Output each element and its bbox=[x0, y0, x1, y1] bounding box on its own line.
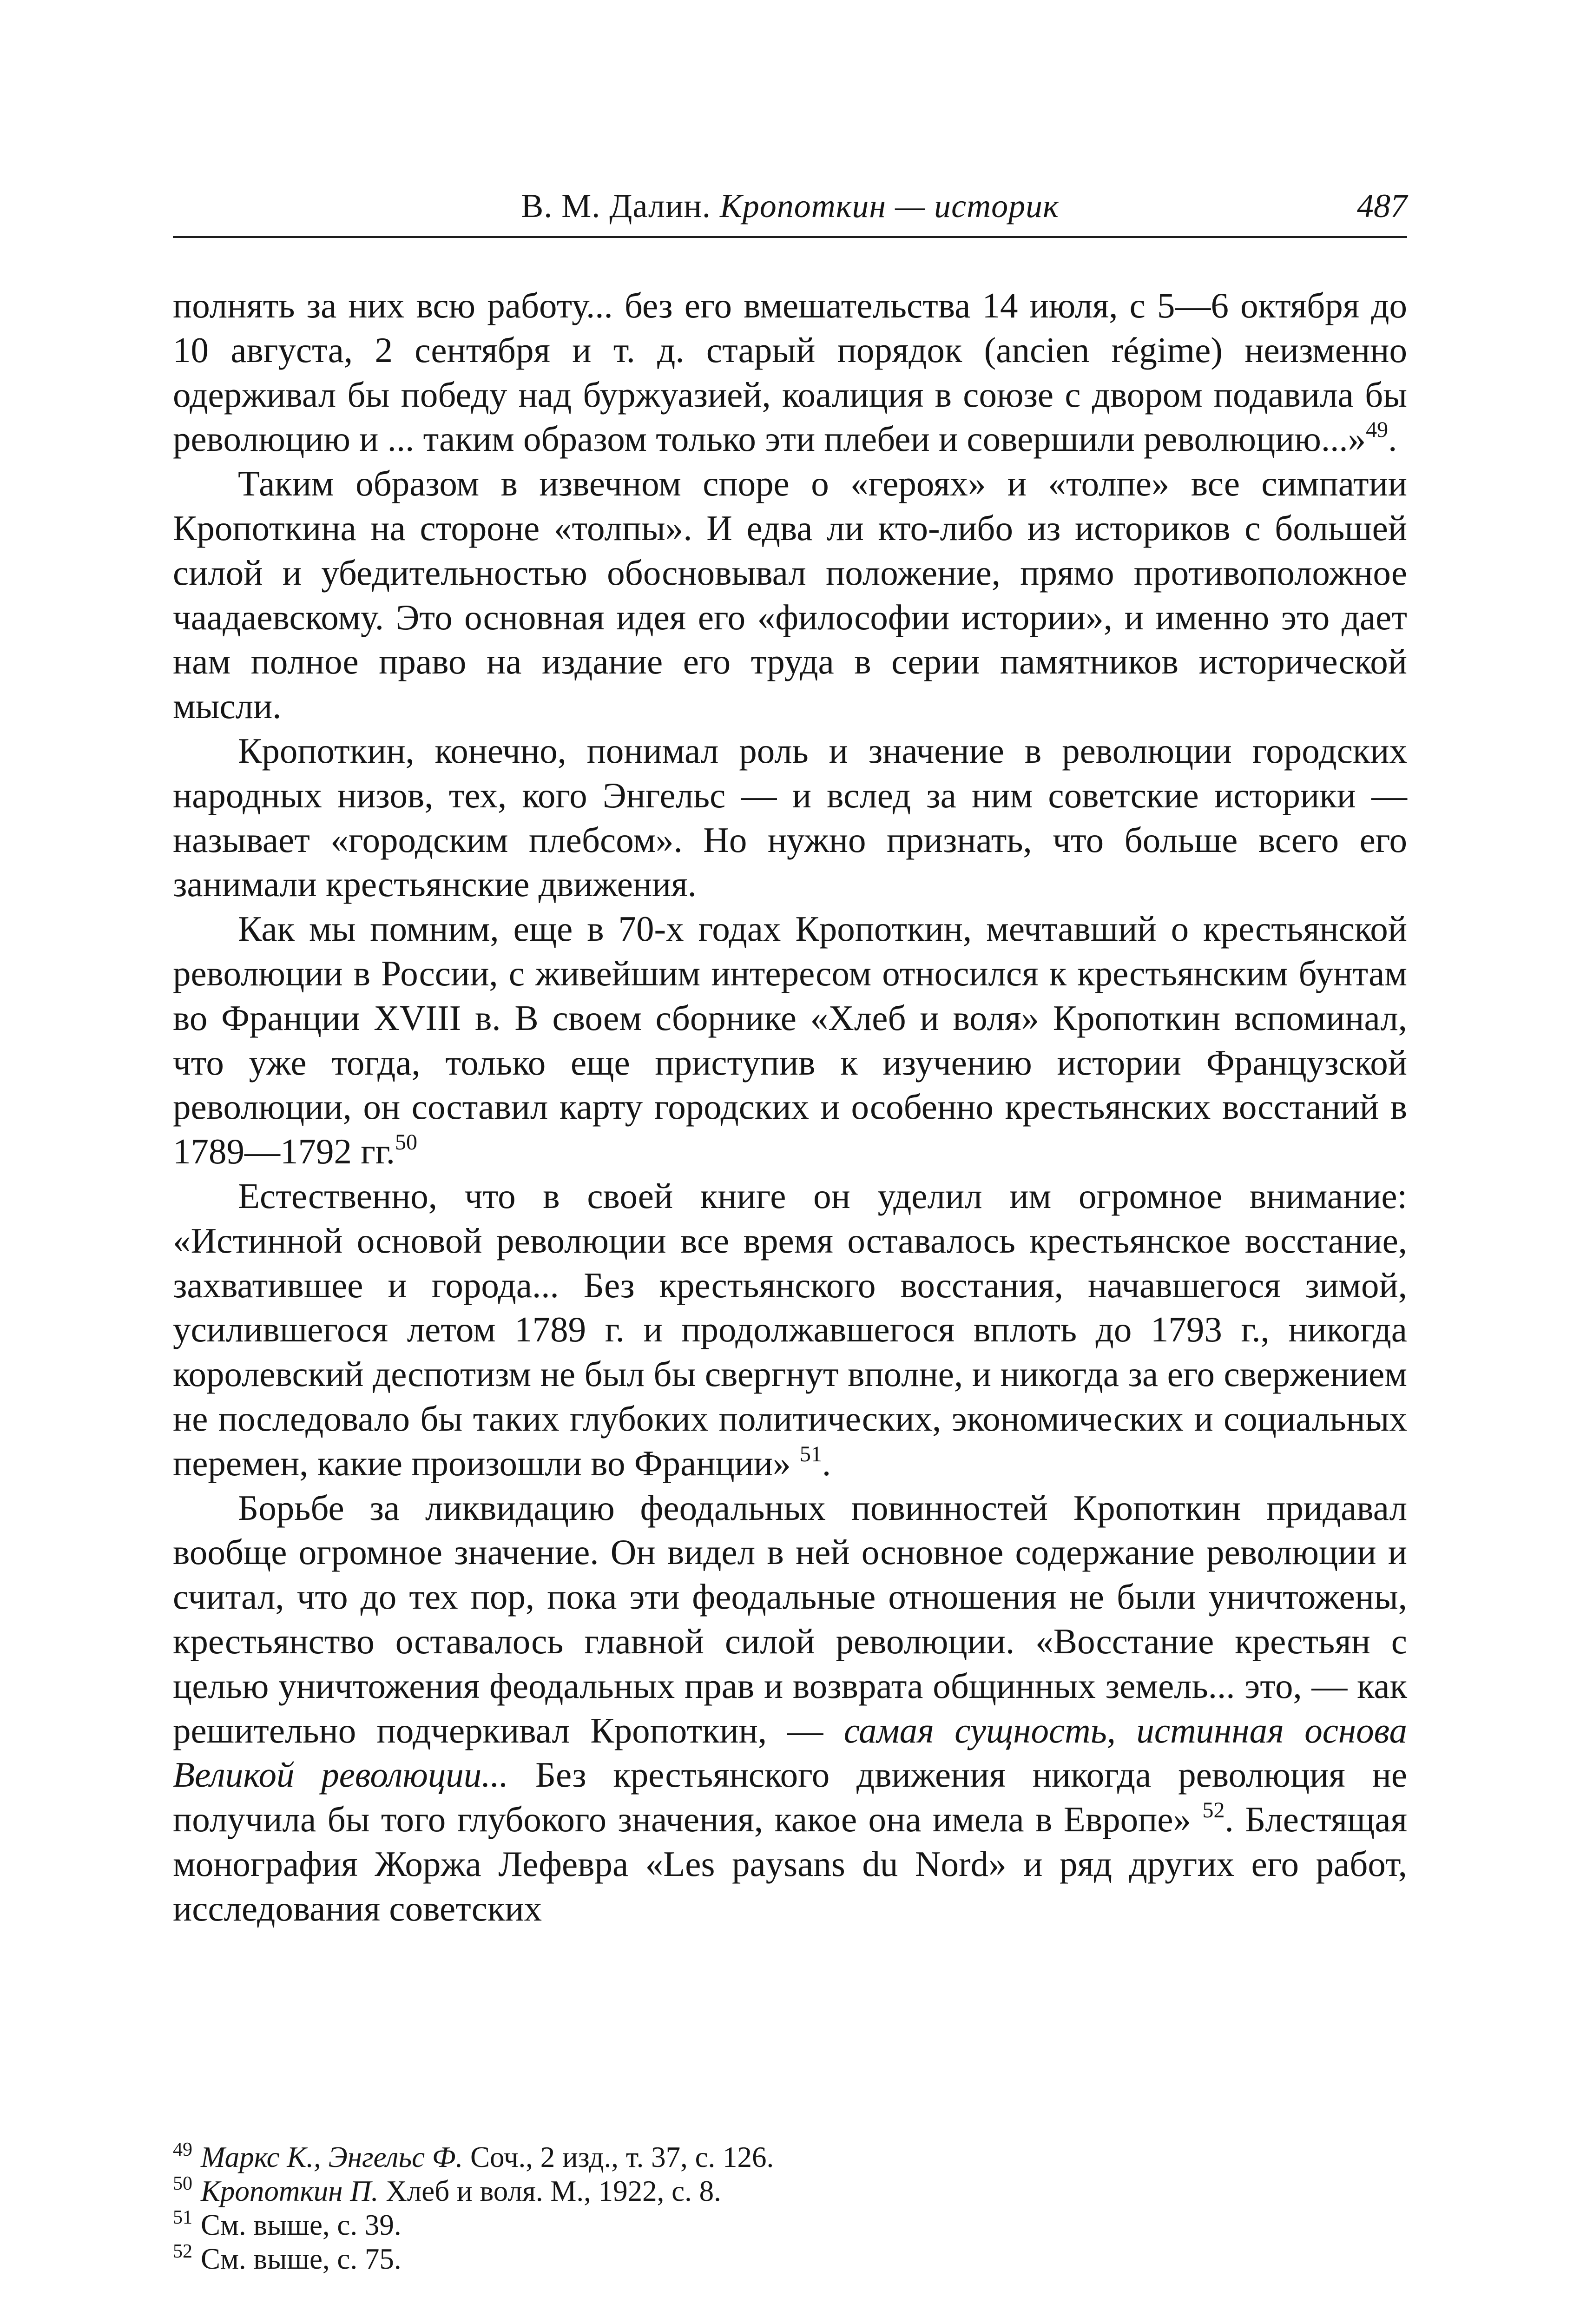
running-head bbox=[173, 180, 1407, 231]
footnote-text: Соч., 2 изд., т. 37, с. 126. bbox=[470, 2141, 774, 2173]
paragraph-6-text-c: . Блестящая монография Жоржа Лефевра «Les paysans du Nord» и ряд других его работ, исследования советских bbox=[173, 1799, 1408, 1928]
footnote-text: См. выше, с. 39. bbox=[201, 2209, 402, 2241]
paragraph-4 bbox=[173, 907, 1407, 1174]
footnote-51 bbox=[173, 2208, 1407, 2242]
page-number: 487 bbox=[1357, 187, 1407, 224]
main-text bbox=[173, 284, 1407, 1931]
footnote-number: 51 bbox=[173, 2207, 192, 2228]
paragraph-1-end: . bbox=[1388, 419, 1397, 459]
footnote-ref-50: 50 bbox=[395, 1130, 417, 1155]
footnote-49 bbox=[173, 2140, 1407, 2174]
footnote-50 bbox=[173, 2174, 1407, 2208]
paragraph-5-end: . bbox=[822, 1443, 831, 1483]
footnote-52 bbox=[173, 2242, 1407, 2276]
footnote-ref-49: 49 bbox=[1366, 417, 1389, 442]
paragraph-3 bbox=[173, 729, 1407, 907]
footnote-number: 52 bbox=[173, 2241, 192, 2262]
footnote-author: Маркс К., Энгельс Ф. bbox=[201, 2141, 463, 2173]
paragraph-6-text-b: Без крестьянского движения никогда революция не получила бы того глубокого значения, какое она имела в Европе» bbox=[173, 1755, 1408, 1840]
footnote-number: 50 bbox=[173, 2173, 192, 2194]
paragraph-5-text: Естественно, что в своей книге он уделил им огромное внимание: «Истинной основой революции все время оставалось крестьянское восстание, захватившее и города... Без крестьянского восстания, начавшегося зимой, усилившегося летом 1789 г. и продолжавшегося вплоть до 1793 г., никогда королевский деспотизм не был бы свергнут вполне, и никогда за его свержением не последовало бы таких глубоких политических, экономических и социальных перемен, какие произошли во Франции» bbox=[173, 1175, 1407, 1483]
paragraph-6-text-a: Борьбе за ликвидацию феодальных повинностей Кропоткин придавал вообще огромное значение. Он видел в ней основное содержание революции и считал, что до тех пор, пока эти феодальные отношения не были уничтожены, крестьянство оставалось главной силой революции. «Восстание крестьян с целью уничтожения феодальных прав и возврата общинных земель... это, — как решительно подчеркивал Кропоткин, — bbox=[173, 1487, 1407, 1750]
paragraph-5 bbox=[173, 1174, 1407, 1486]
paragraph-2-text: Таким образом в извечном споре о «героях» и «толпе» все симпатии Кропоткина на стороне «толпы». И едва ли кто-либо из историков с большей силой и убедительностью обосновывал положение, прямо противоположное чаадаевскому. Это основная идея его «философии истории», и именно это дает нам полное право на издание его труда в серии памятников исторической мысли. bbox=[173, 463, 1407, 726]
header-author: В. М. Далин. bbox=[521, 187, 711, 224]
footnote-author: Кропоткин П. bbox=[201, 2175, 379, 2207]
footnote-ref-52: 52 bbox=[1202, 1798, 1225, 1823]
paragraph-2 bbox=[173, 462, 1407, 729]
header-rule bbox=[173, 236, 1407, 238]
footnote-text: Хлеб и воля. М., 1922, с. 8. bbox=[386, 2175, 721, 2207]
paragraph-1 bbox=[173, 284, 1407, 462]
paragraph-3-text: Кропоткин, конечно, понимал роль и значение в революции городских народных низов, тех, кого Энгельс — и вслед за ним советские историки — называет «городским плебсом». Но нужно признать, что больше всего его занимали крестьянские движения. bbox=[173, 730, 1407, 905]
footnote-text: См. выше, с. 75. bbox=[201, 2243, 402, 2275]
footnote-number: 49 bbox=[173, 2139, 192, 2160]
paragraph-4-text: Как мы помним, еще в 70-х годах Кропоткин, мечтавший о крестьянской революции в России, с живейшим интересом относился к крестьянским бунтам во Франции XVIII в. В своем сборнике «Хлеб и воля» Кропоткин вспоминал, что уже тогда, только еще приступив к изучению истории Французской революции, он составил карту городских и особенно крестьянских восстаний в 1789—1792 гг. bbox=[173, 909, 1407, 1172]
footnote-ref-51: 51 bbox=[799, 1441, 822, 1466]
footnotes bbox=[173, 2140, 1407, 2276]
paragraph-6-italic: самая сущность, истинная основа Великой революции... bbox=[173, 1710, 1408, 1795]
paragraph-1-text: полнять за них всю работу... без его вмешательства 14 июля, с 5—6 октября до 10 августа, 2 сентября и т. д. старый порядок (ancien régime) неизменно одерживал бы победу над буржуазией, коалиция в союзе с двором подавила бы революцию и ... таким образом только эти плебеи и совершили революцию...» bbox=[173, 285, 1407, 459]
paragraph-6 bbox=[173, 1486, 1407, 1931]
running-title bbox=[173, 180, 1407, 231]
header-title: Кропоткин — историк bbox=[719, 187, 1059, 224]
